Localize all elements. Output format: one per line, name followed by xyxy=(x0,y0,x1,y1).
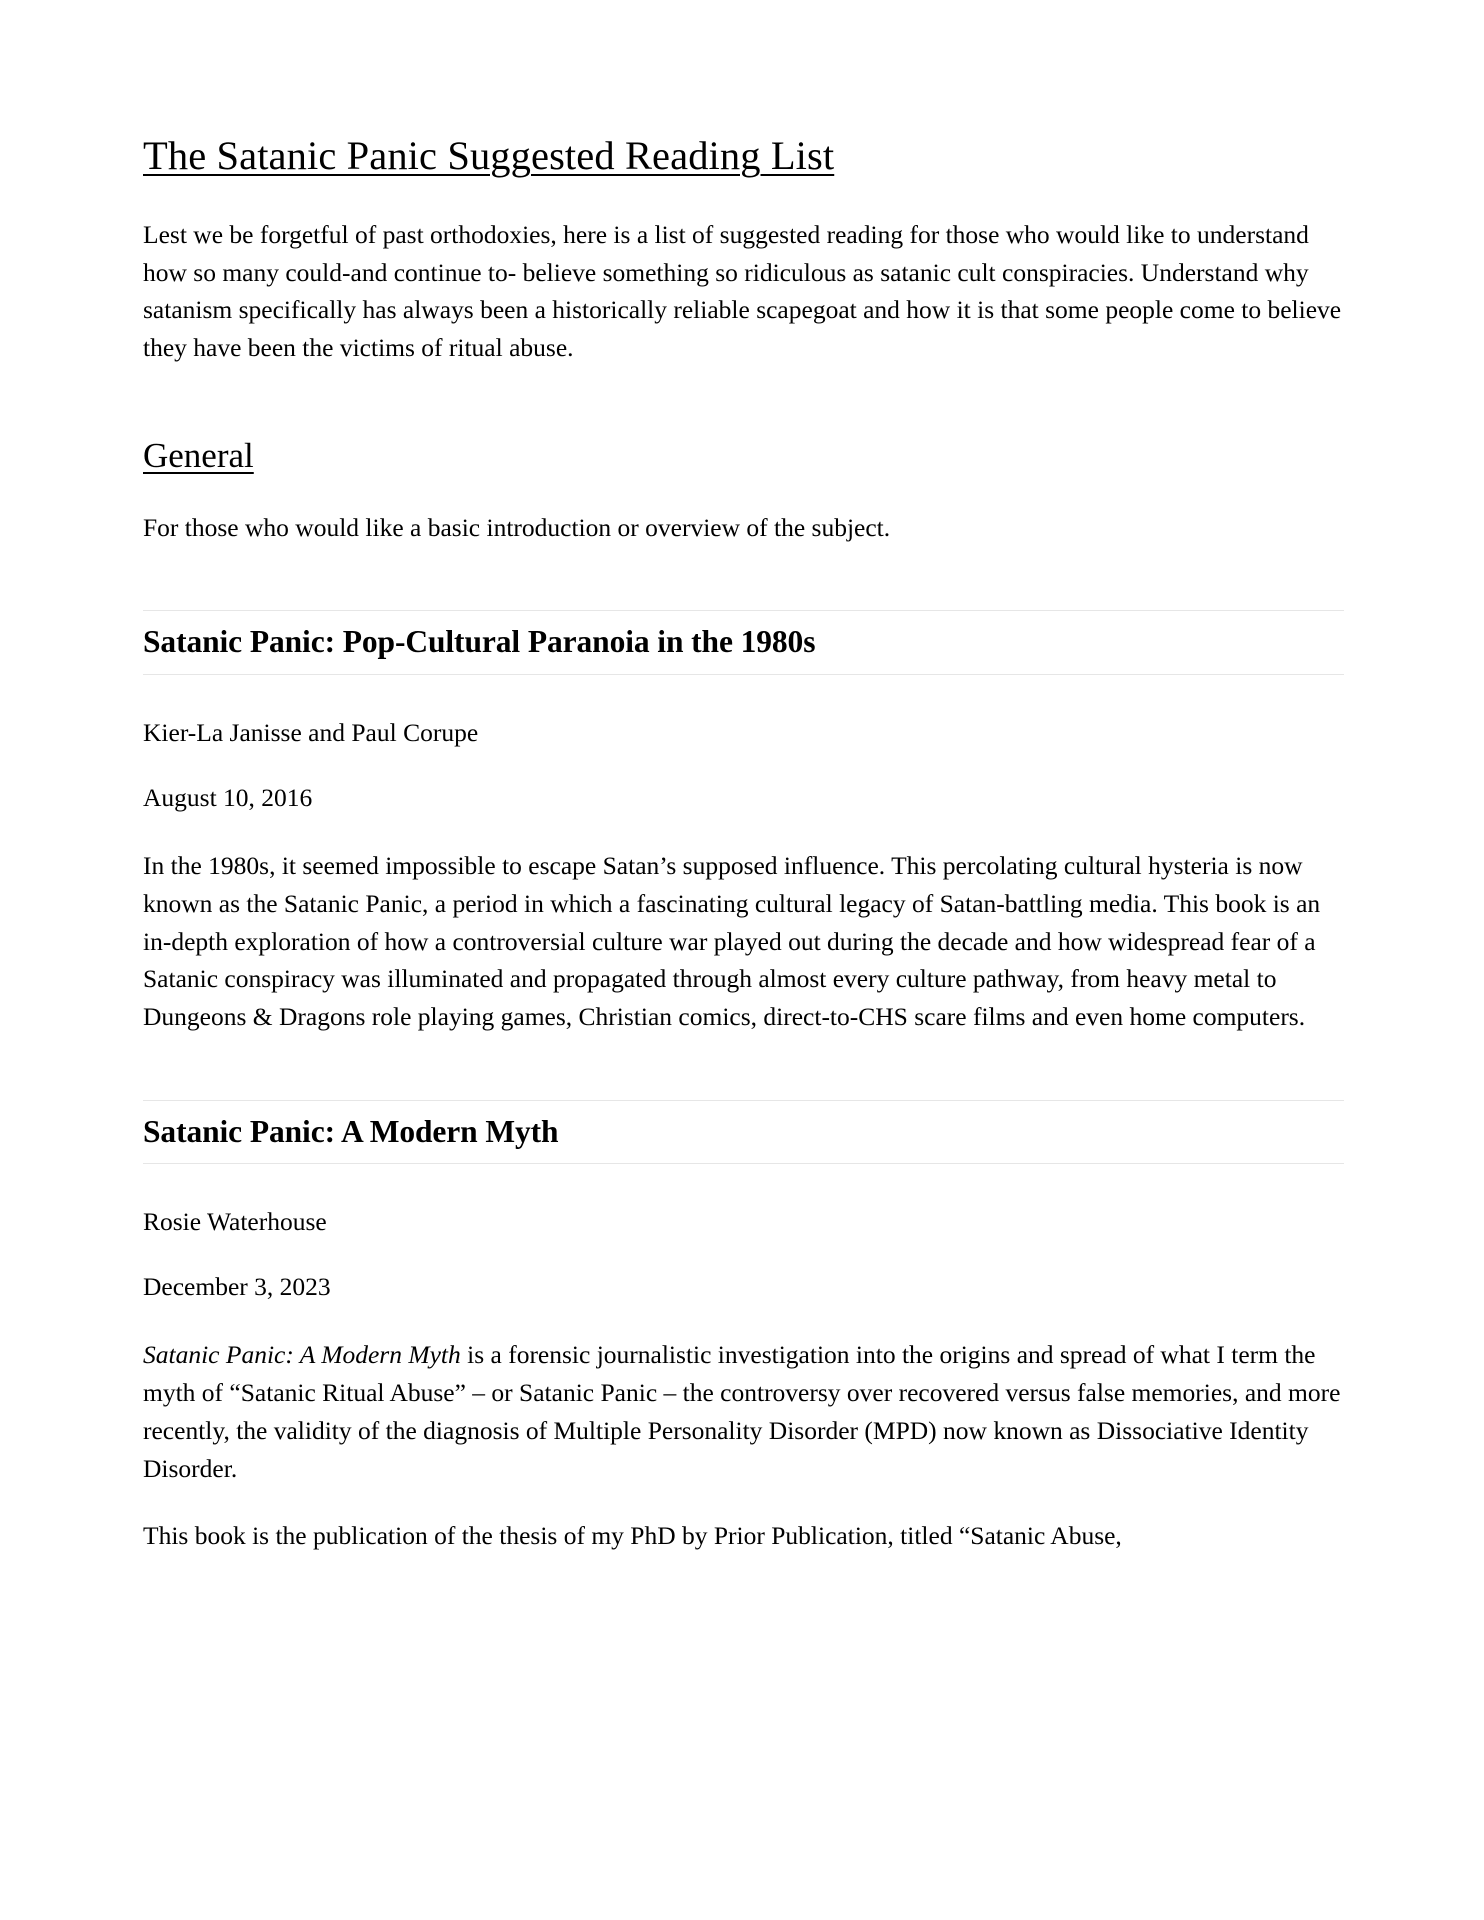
entry-title: Satanic Panic: A Modern Myth xyxy=(143,1100,1344,1165)
entry-date: August 10, 2016 xyxy=(143,783,313,813)
page-title-text: The Satanic Panic Suggested Reading List xyxy=(143,133,835,178)
entry-title: Satanic Panic: Pop-Cultural Paranoia in the 1980s xyxy=(143,610,1344,675)
entry-author: Rosie Waterhouse xyxy=(143,1207,327,1237)
entry-description-italic-title: Satanic Panic: A Modern Myth xyxy=(143,1340,461,1370)
entry-date: December 3, 2023 xyxy=(143,1272,331,1302)
page-title xyxy=(143,132,1344,180)
entry-description-continued: This book is the publication of the thesis of my PhD by Prior Publication, titled “Satanic Abuse, xyxy=(143,1521,1122,1551)
document-intro-paragraph: Lest we be forgetful of past orthodoxies, here is a list of suggested reading for those who would like to understand how so many could-and continue to- believe something so ridiculous as satanic cult conspiracies. Understand why satanism specifically has always been a historically reliable scapegoat and how it is that some people come to believe they have been the victims of ritual abuse. xyxy=(143,219,1342,362)
reading-list-entry xyxy=(143,1100,1344,1555)
reading-list-entry xyxy=(143,610,1344,1035)
section-heading-general xyxy=(143,435,1344,477)
section-heading-general-text: General xyxy=(143,435,254,475)
entry-description xyxy=(143,1336,1344,1487)
entry-description: In the 1980s, it seemed impossible to escape Satan’s supposed influence. This percolating cultural hysteria is now known as the Satanic Panic, a period in which a fascinating cultural legacy of Satan-battling media. This book is an in-depth exploration of how a controversial culture war played out during the decade and how widespread fear of a Satanic conspiracy was illuminated and propagated through almost every culture pathway, from heavy metal to Dungeons & Dragons role playing games, Christian comics, direct-to-CHS scare films and even home computers. xyxy=(143,851,1321,1031)
entry-description-body: is a forensic journalistic investigation into the origins and spread of what I term the myth of “Satanic Ritual Abuse” – or Satanic Panic – the controversy over recovered versus false memories, and more recently, the validity of the diagnosis of Multiple Personality Disorder (MPD) now known as Dissociative Identity Disorder. xyxy=(143,1340,1341,1483)
entry-author: Kier-La Janisse and Paul Corupe xyxy=(143,718,479,748)
section-intro-paragraph: For those who would like a basic introduction or overview of the subject. xyxy=(143,512,891,542)
